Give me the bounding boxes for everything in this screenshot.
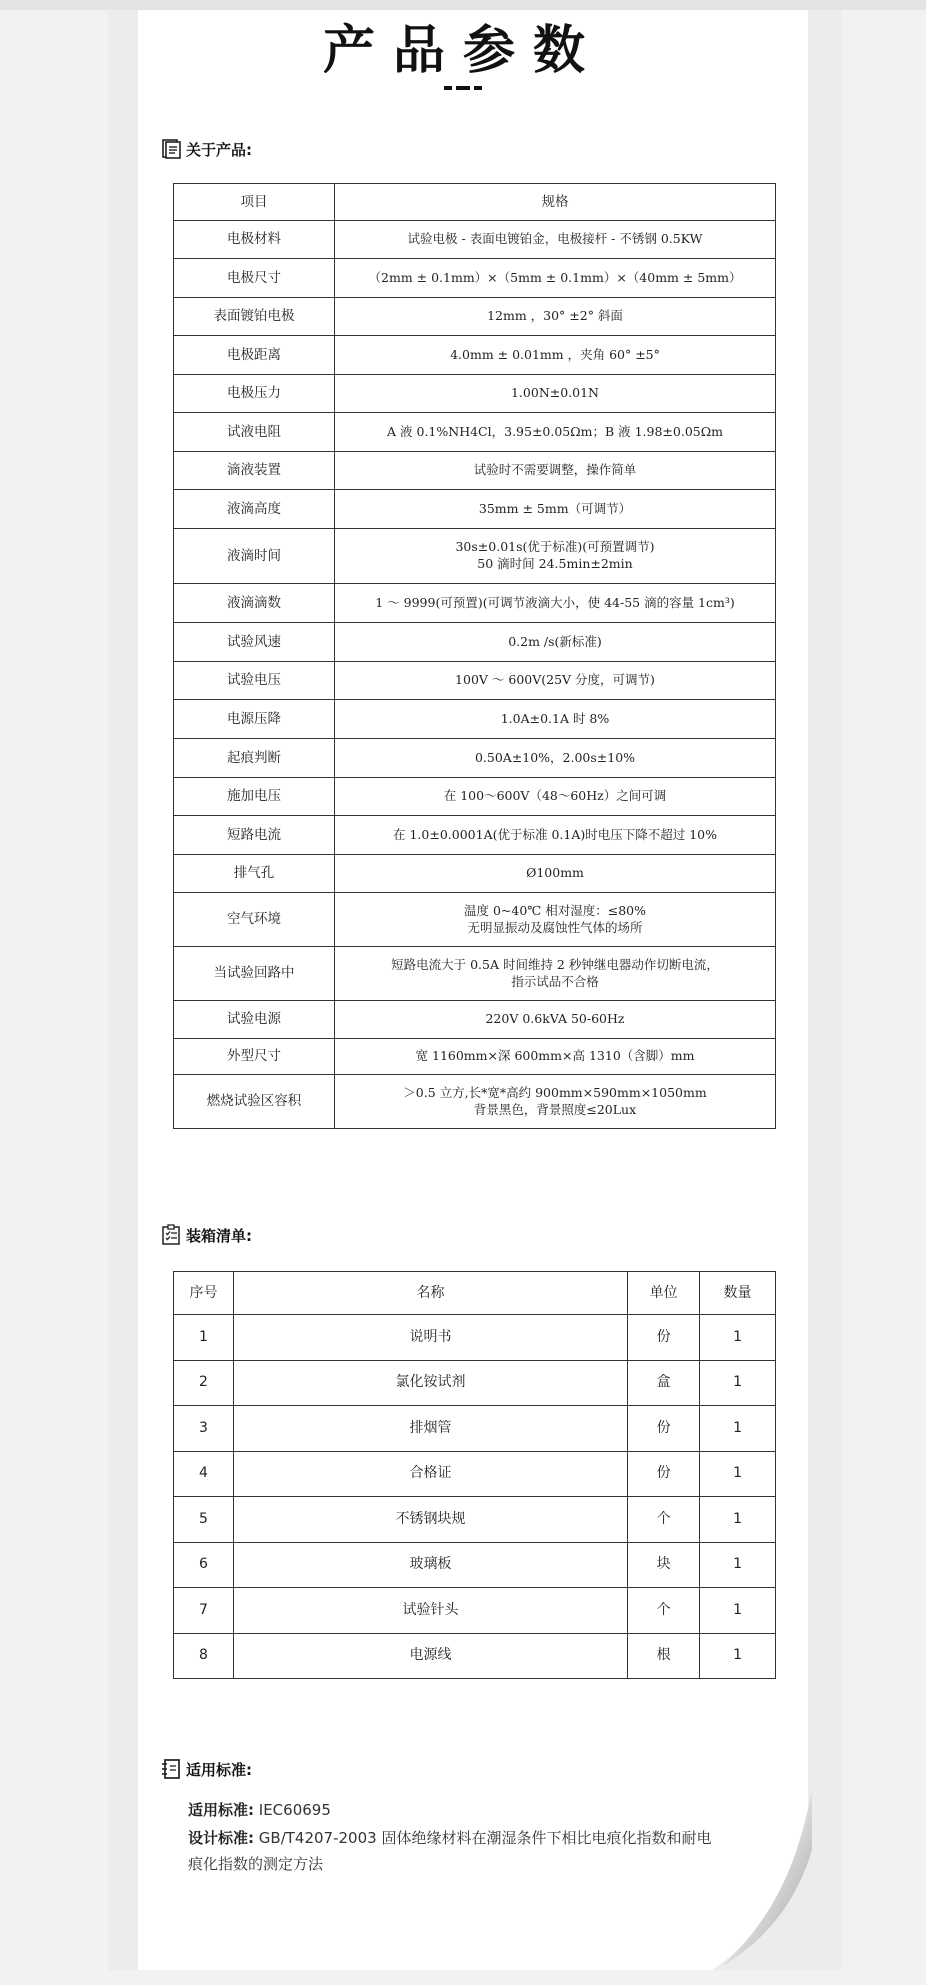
spec-row [174, 375, 776, 413]
spec-row [174, 259, 776, 298]
packing-heading [160, 1224, 252, 1246]
spec-key: 排气孔 [174, 855, 335, 893]
packing-qty: 1 [700, 1315, 776, 1361]
spec-key: 液滴时间 [174, 529, 335, 584]
col-item: 项目 [174, 184, 335, 221]
packing-header-row [174, 1272, 776, 1315]
spec-row [174, 413, 776, 452]
right-margin [808, 10, 842, 1970]
spec-value-line: 4.0mm ± 0.01mm ，夹角 60° ±5° [450, 346, 660, 362]
spec-value [335, 623, 776, 662]
spec-key: 电极距离 [174, 336, 335, 375]
spec-value [335, 855, 776, 893]
spec-key: 施加电压 [174, 778, 335, 816]
packing-row [174, 1360, 776, 1406]
spec-key: 电源压降 [174, 700, 335, 739]
spec-row [174, 855, 776, 893]
spec-value-line: 试验时不需要调整，操作简单 [473, 462, 637, 478]
spec-key: 试验电压 [174, 662, 335, 700]
spec-row [174, 221, 776, 259]
spec-value-line: 在 1.0±0.0001A(优于标准 0.1A)时电压下降不超过 10% [393, 826, 717, 842]
packing-unit: 根 [628, 1633, 700, 1679]
spec-value [335, 662, 776, 700]
spec-row [174, 584, 776, 623]
spec-value-line: 在 100～600V（48～60Hz）之间可调 [443, 788, 667, 804]
col-name: 名称 [233, 1272, 627, 1315]
packing-unit: 份 [628, 1406, 700, 1452]
spec-row [174, 739, 776, 778]
packing-name: 电源线 [233, 1633, 627, 1679]
standards-heading-label: 适用标准: [186, 1760, 252, 1779]
spec-value [335, 816, 776, 855]
spec-row [174, 452, 776, 490]
design-label: 设计标准: [188, 1829, 254, 1847]
spec-key: 起痕判断 [174, 739, 335, 778]
packing-row [174, 1588, 776, 1634]
design-value-line2: 痕化指数的测定方法 [188, 1855, 324, 1874]
spec-value-line: 50 滴时间 24.5min±2min [477, 556, 633, 571]
design-standard [188, 1825, 748, 1878]
spec-value [335, 490, 776, 529]
spec-value-line: 0.50A±10%，2.00s±10% [474, 749, 636, 765]
packing-row [174, 1497, 776, 1543]
packing-qty: 1 [700, 1633, 776, 1679]
spec-row [174, 700, 776, 739]
design-value-line1: GB/T4207-2003 固体绝缘材料在潮湿条件下相比电痕化指数和耐电 [258, 1829, 712, 1847]
packing-unit: 个 [628, 1497, 700, 1543]
packing-table [173, 1271, 776, 1679]
packing-no: 6 [174, 1542, 234, 1588]
spec-value-line: 宽 1160mm×深 600mm×高 1310（含脚）mm [415, 1048, 695, 1064]
spec-value-line: （2mm ± 0.1mm）×（5mm ± 0.1mm）×（40mm ± 5mm） [368, 269, 742, 285]
spec-key: 空气环境 [174, 893, 335, 947]
col-spec: 规格 [335, 184, 776, 221]
spec-value [335, 1039, 776, 1075]
packing-row [174, 1633, 776, 1679]
packing-qty: 1 [700, 1360, 776, 1406]
spec-value [335, 947, 776, 1001]
spec-value-line: 100V ～ 600V(25V 分度，可调节) [455, 672, 655, 688]
spec-value-line: 1.00N±0.01N [510, 385, 599, 401]
spec-row [174, 893, 776, 947]
spec-value-line: 35mm ± 5mm（可调节） [478, 500, 632, 516]
spec-row [174, 529, 776, 584]
spec-value-line: 指示试品不合格 [511, 973, 599, 989]
packing-unit: 份 [628, 1315, 700, 1361]
packing-name: 不锈钢块规 [233, 1497, 627, 1543]
spec-key: 滴液装置 [174, 452, 335, 490]
notebook-icon [160, 1758, 182, 1780]
spec-value-line: 试验电极 - 表面电镀铂金，电极接杆 - 不锈钢 0.5KW [407, 231, 703, 247]
packing-unit: 块 [628, 1542, 700, 1588]
spec-value-line: Ø100mm [526, 865, 584, 881]
packing-row [174, 1406, 776, 1452]
packing-qty: 1 [700, 1406, 776, 1452]
spec-value [335, 452, 776, 490]
packing-name: 说明书 [233, 1315, 627, 1361]
col-unit: 单位 [628, 1272, 700, 1315]
spec-row [174, 947, 776, 1001]
spec-key: 液滴滴数 [174, 584, 335, 623]
spec-header-row [174, 184, 776, 221]
title-decoration [444, 86, 482, 90]
packing-qty: 1 [700, 1451, 776, 1497]
applicable-standard [188, 1797, 748, 1823]
page-title: 产品参数 [322, 21, 603, 81]
spec-value-line: 无明显振动及腐蚀性气体的场所 [467, 919, 643, 935]
spec-value [335, 375, 776, 413]
about-heading [160, 138, 252, 160]
spec-row [174, 1001, 776, 1039]
document-icon [160, 138, 182, 160]
packing-no: 7 [174, 1588, 234, 1634]
spec-value [335, 529, 776, 584]
spec-value-line: 1 ～ 9999(可预置)(可调节液滴大小，使 44-55 滴的容量 1cm³) [375, 594, 735, 610]
packing-name: 排烟管 [233, 1406, 627, 1452]
spec-value [335, 413, 776, 452]
packing-unit: 盒 [628, 1360, 700, 1406]
packing-no: 8 [174, 1633, 234, 1679]
spec-value-line: 背景黑色，背景照度≤20Lux [473, 1101, 637, 1117]
spec-value-line: 12mm ，30° ±2° 斜面 [487, 308, 623, 324]
spec-table [173, 183, 776, 1129]
spec-value-line: 短路电流大于 0.5A 时间维持 2 秒钟继电器动作切断电流， [391, 956, 719, 972]
spec-row [174, 778, 776, 816]
packing-unit: 个 [628, 1588, 700, 1634]
spec-key: 试液电阻 [174, 413, 335, 452]
spec-row [174, 490, 776, 529]
spec-key: 表面镀铂电极 [174, 298, 335, 336]
spec-value-line: 30s±0.01s(优于标准)(可预置调节) [455, 539, 655, 555]
spec-key: 短路电流 [174, 816, 335, 855]
packing-no: 2 [174, 1360, 234, 1406]
spec-value [335, 259, 776, 298]
spec-value-line: ＞0.5 立方,长*宽*高约 900mm×590mm×1050mm [403, 1084, 707, 1100]
packing-name: 试验针头 [233, 1588, 627, 1634]
spec-key: 燃烧试验区容积 [174, 1075, 335, 1129]
spec-row [174, 623, 776, 662]
spec-value-line: 220V 0.6kVA 50-60Hz [485, 1011, 625, 1027]
packing-no: 1 [174, 1315, 234, 1361]
packing-name: 氯化铵试剂 [233, 1360, 627, 1406]
left-margin [108, 10, 138, 1970]
packing-unit: 份 [628, 1451, 700, 1497]
spec-key: 电极压力 [174, 375, 335, 413]
spec-value [335, 700, 776, 739]
spec-value [335, 739, 776, 778]
spec-row [174, 662, 776, 700]
spec-row [174, 298, 776, 336]
spec-key: 电极材料 [174, 221, 335, 259]
spec-key: 试验电源 [174, 1001, 335, 1039]
spec-row [174, 816, 776, 855]
packing-row [174, 1542, 776, 1588]
packing-qty: 1 [700, 1588, 776, 1634]
packing-row [174, 1315, 776, 1361]
spec-value [335, 1001, 776, 1039]
packing-no: 3 [174, 1406, 234, 1452]
spec-value-line: 1.0A±0.1A 时 8% [500, 710, 610, 726]
spec-value-line: A 液 0.1%NH4Cl，3.95±0.05Ωm；B 液 1.98±0.05Ωm [387, 423, 723, 439]
packing-qty: 1 [700, 1497, 776, 1543]
packing-name: 玻璃板 [233, 1542, 627, 1588]
spec-row [174, 1075, 776, 1129]
spec-row [174, 336, 776, 375]
standards-heading [160, 1758, 252, 1780]
packing-row [174, 1451, 776, 1497]
spec-key: 外型尺寸 [174, 1039, 335, 1075]
checklist-icon [160, 1224, 182, 1246]
spec-value-line: 温度 0~40℃ 相对湿度：≤80% [463, 902, 647, 918]
spec-value [335, 893, 776, 947]
spec-key: 电极尺寸 [174, 259, 335, 298]
spec-row [174, 1039, 776, 1075]
applicable-label: 适用标准: [188, 1801, 254, 1819]
spec-key: 试验风速 [174, 623, 335, 662]
packing-qty: 1 [700, 1542, 776, 1588]
spec-key: 当试验回路中 [174, 947, 335, 1001]
spec-value [335, 221, 776, 259]
packing-no: 5 [174, 1497, 234, 1543]
spec-value [335, 298, 776, 336]
spec-key: 液滴高度 [174, 490, 335, 529]
about-heading-label: 关于产品: [186, 140, 252, 159]
spec-value-line: 0.2m /s(新标准) [508, 633, 602, 649]
spec-value [335, 584, 776, 623]
applicable-value: IEC60695 [258, 1801, 331, 1819]
spec-value [335, 778, 776, 816]
spec-value [335, 1075, 776, 1129]
packing-no: 4 [174, 1451, 234, 1497]
col-no: 序号 [174, 1272, 234, 1315]
spec-value [335, 336, 776, 375]
page-curl-decoration [712, 1790, 812, 1970]
col-qty: 数量 [700, 1272, 776, 1315]
packing-name: 合格证 [233, 1451, 627, 1497]
packing-heading-label: 装箱清单: [186, 1226, 252, 1245]
